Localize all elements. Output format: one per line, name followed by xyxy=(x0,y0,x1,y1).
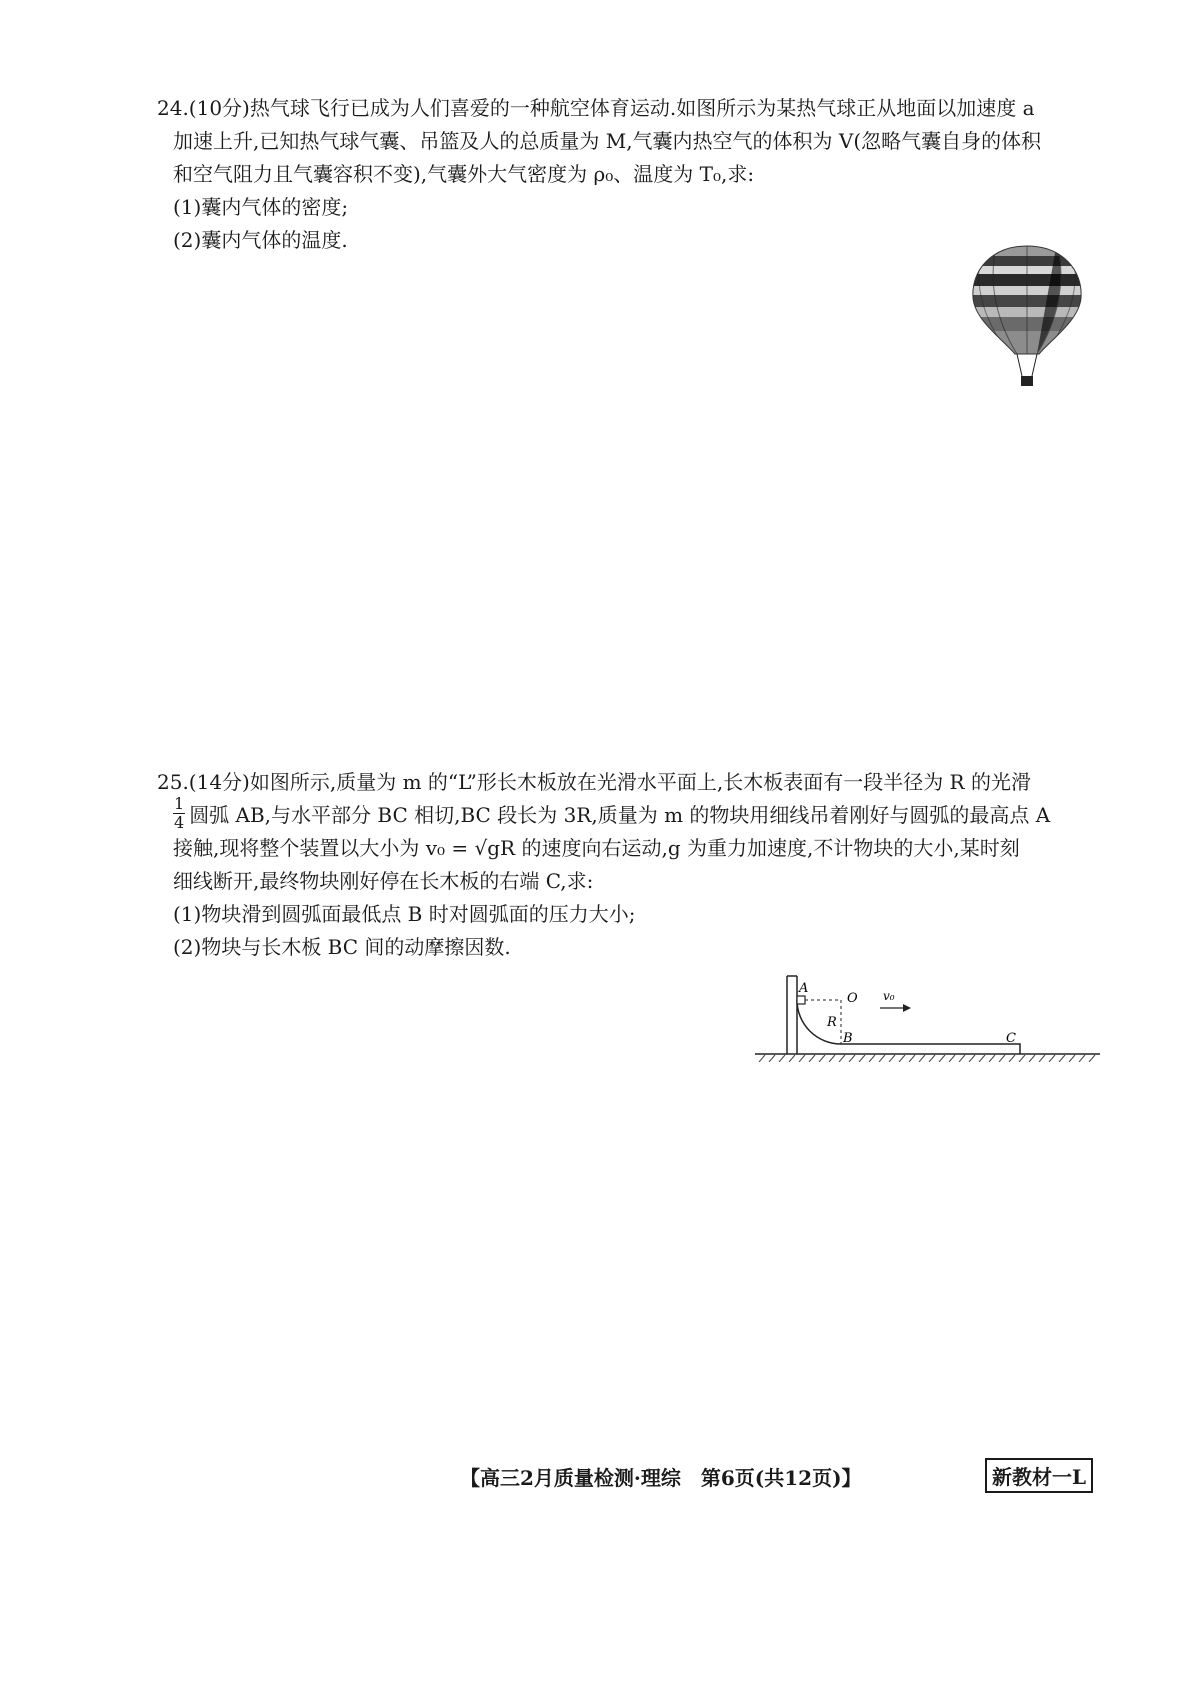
q25-line-3: 接触,现将整个装置以大小为 v₀ = √gR 的速度向右运动,g 为重力加速度,不计物块的大小,某时刻 xyxy=(173,836,1020,860)
hot-air-balloon-figure xyxy=(967,242,1087,392)
q24-subquestion-1: (1)囊内气体的密度; xyxy=(173,195,349,219)
fraction-denominator: 4 xyxy=(174,813,185,832)
question-25 xyxy=(157,766,1097,964)
l-board-diagram xyxy=(755,972,1100,1062)
board-vertical-wall xyxy=(787,976,797,1054)
edition-tag: 新教材一L xyxy=(985,1458,1093,1493)
block xyxy=(797,996,805,1004)
q25-line-4: 细线断开,最终物块刚好停在长木板的右端 C,求: xyxy=(173,869,594,893)
q24-subquestion-2: (2)囊内气体的温度. xyxy=(173,228,348,252)
velocity-arrowhead xyxy=(903,1004,911,1012)
q24-line-3: 和空气阻力且气囊容积不变),气囊外大气密度为 ρ₀、温度为 T₀,求: xyxy=(173,162,755,186)
label-C: C xyxy=(1006,1031,1016,1046)
label-A: A xyxy=(799,981,809,996)
fraction-numerator: 1 xyxy=(174,794,185,813)
label-O: O xyxy=(847,991,858,1006)
page-footer: 【高三2月质量检测·理综 第6页(共12页)】 xyxy=(460,1466,862,1490)
quarter-fraction xyxy=(173,795,185,832)
q25-subquestion-2: (2)物块与长木板 BC 间的动摩擦因数. xyxy=(173,935,511,959)
q25-subquestion-1: (1)物块滑到圆弧面最低点 B 时对圆弧面的压力大小; xyxy=(173,902,636,926)
q24-line-1: 24.(10分)热气球飞行已成为人们喜爱的一种航空体育运动.如图所示为某热气球正从地面以加速度 a xyxy=(157,96,1035,120)
label-v0: v₀ xyxy=(883,989,895,1003)
label-B: B xyxy=(843,1031,853,1046)
label-R: R xyxy=(827,1015,837,1030)
q24-line-2: 加速上升,已知热气球气囊、吊篮及人的总质量为 M,气囊内热空气的体积为 V(忽略气囊自身的体积 xyxy=(173,129,1042,153)
q25-line-2-text: 圆弧 AB,与水平部分 BC 相切,BC 段长为 3R,质量为 m 的物块用细线吊着刚好与圆弧的最高点 A xyxy=(189,803,1051,827)
ground-hatching xyxy=(759,1055,1095,1062)
q25-line-1: 25.(14分)如图所示,质量为 m 的“L”形长木板放在光滑水平面上,长木板表面有一段半径为 R 的光滑 xyxy=(157,770,1031,794)
q25-line-2 xyxy=(157,794,1097,832)
question-24 xyxy=(157,92,1097,257)
